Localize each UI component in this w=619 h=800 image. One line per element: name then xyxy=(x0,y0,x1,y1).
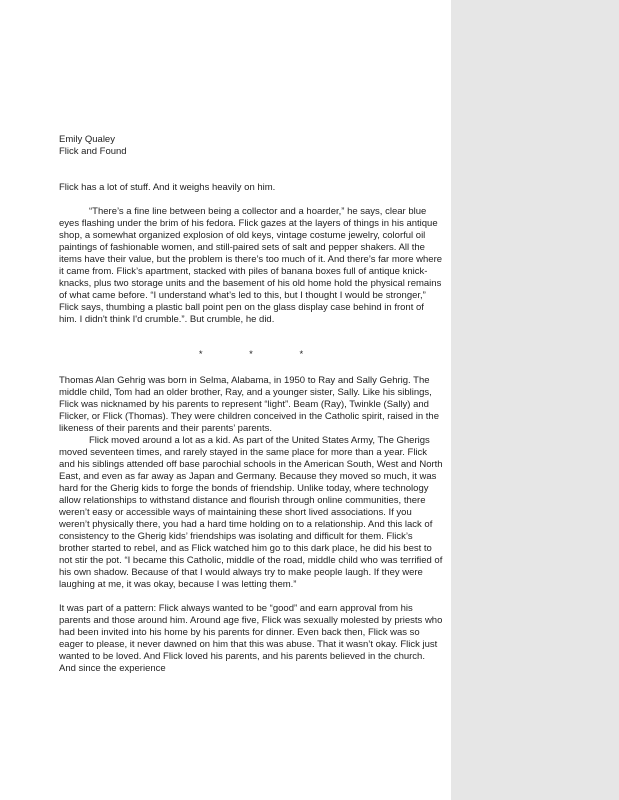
author-line: Emily Qualey xyxy=(59,134,115,145)
document-body[interactable] xyxy=(59,134,443,675)
paragraph-pattern: It was part of a pattern: Flick always wanted to be “good” and earn approval from his parents and those around him. Around age five, Flick was sexually molested by priests who had been invited into his home by his parents for dinner. Even back then, Flick was so eager to please, it never dawned on him that this was abuse. That it wasn’t okay. Flick just wanted to be loved. And Flick loved his parents, and his parents believed in the church. And since the experience xyxy=(59,603,443,674)
paragraph-moving: Flick moved around a lot as a kid. As part of the United States Army, The Gherigs moved seventeen times, and rarely stayed in the same place for more than a year. Flick and his siblings attended off base parochial schools in the American South, West and North East, and even as far away as Japan and Germany. Because they moved so much, it was hard for the Gherig kids to forge the bonds of friendship. Unlike today, where technology allow relationships to withstand distance and flourish through online communities, there weren’t easy or accessible ways of maintaining these short lived associations. If you weren’t physically there, you had a hard time holding on to a relationship. And this lack of consistency to the Gherig kids’ friendships was isolating and difficult for them. Flick’s brother started to rebel, and as Flick watched him go to this dark place, he did his best to not stir the pot. “I became this Catholic, middle of the road, middle child who was terrified of his own shadow. Because of that I would always try to make people laugh. If they were laughing at me, it was okay, because I was letting them.” xyxy=(59,435,443,590)
document-title: Flick and Found xyxy=(59,146,127,157)
section-separator: * * * xyxy=(198,349,326,360)
paragraph-opening: Flick has a lot of stuff. And it weighs heavily on him. xyxy=(59,182,276,193)
paragraph-quote: “There’s a fine line between being a collector and a hoarder,” he says, clear blue eyes flashing under the brim of his fedora. Flick gazes at the layers of things in his antique shop, a somewhat organized explosion of old keys, vintage costume jewelry, colorful oil paintings of fashionable women, and still-paired sets of salt and pepper shakers. All the items have their value, but the problem is there’s too much of it. And there’s far more where it came from. Flick’s apartment, stacked with piles of banana boxes full of antique knick-knacks, plus two storage units and the basement of his old home hold the physical remains of what came before. “I understand what’s led to this, but I thought I would be stronger,” Flick says, thumbing a plastic ball point pen on the glass display case behind in front of him. I didn't think I'd crumble.”. But crumble, he did. xyxy=(59,206,443,325)
comment-margin-pane xyxy=(451,0,619,800)
paragraph-birth: Thomas Alan Gehrig was born in Selma, Alabama, in 1950 to Ray and Sally Gehrig. The middle child, Tom had an older brother, Ray, and a younger sister, Sally. Like his siblings, Flick was nicknamed by his parents to represent “light”. Beam (Ray), Twinkle (Sally) and Flicker, or Flick (Thomas). They were children conceived in the Catholic spirit, raised in the likeness of their parents and their parents’ parents. xyxy=(59,375,439,434)
